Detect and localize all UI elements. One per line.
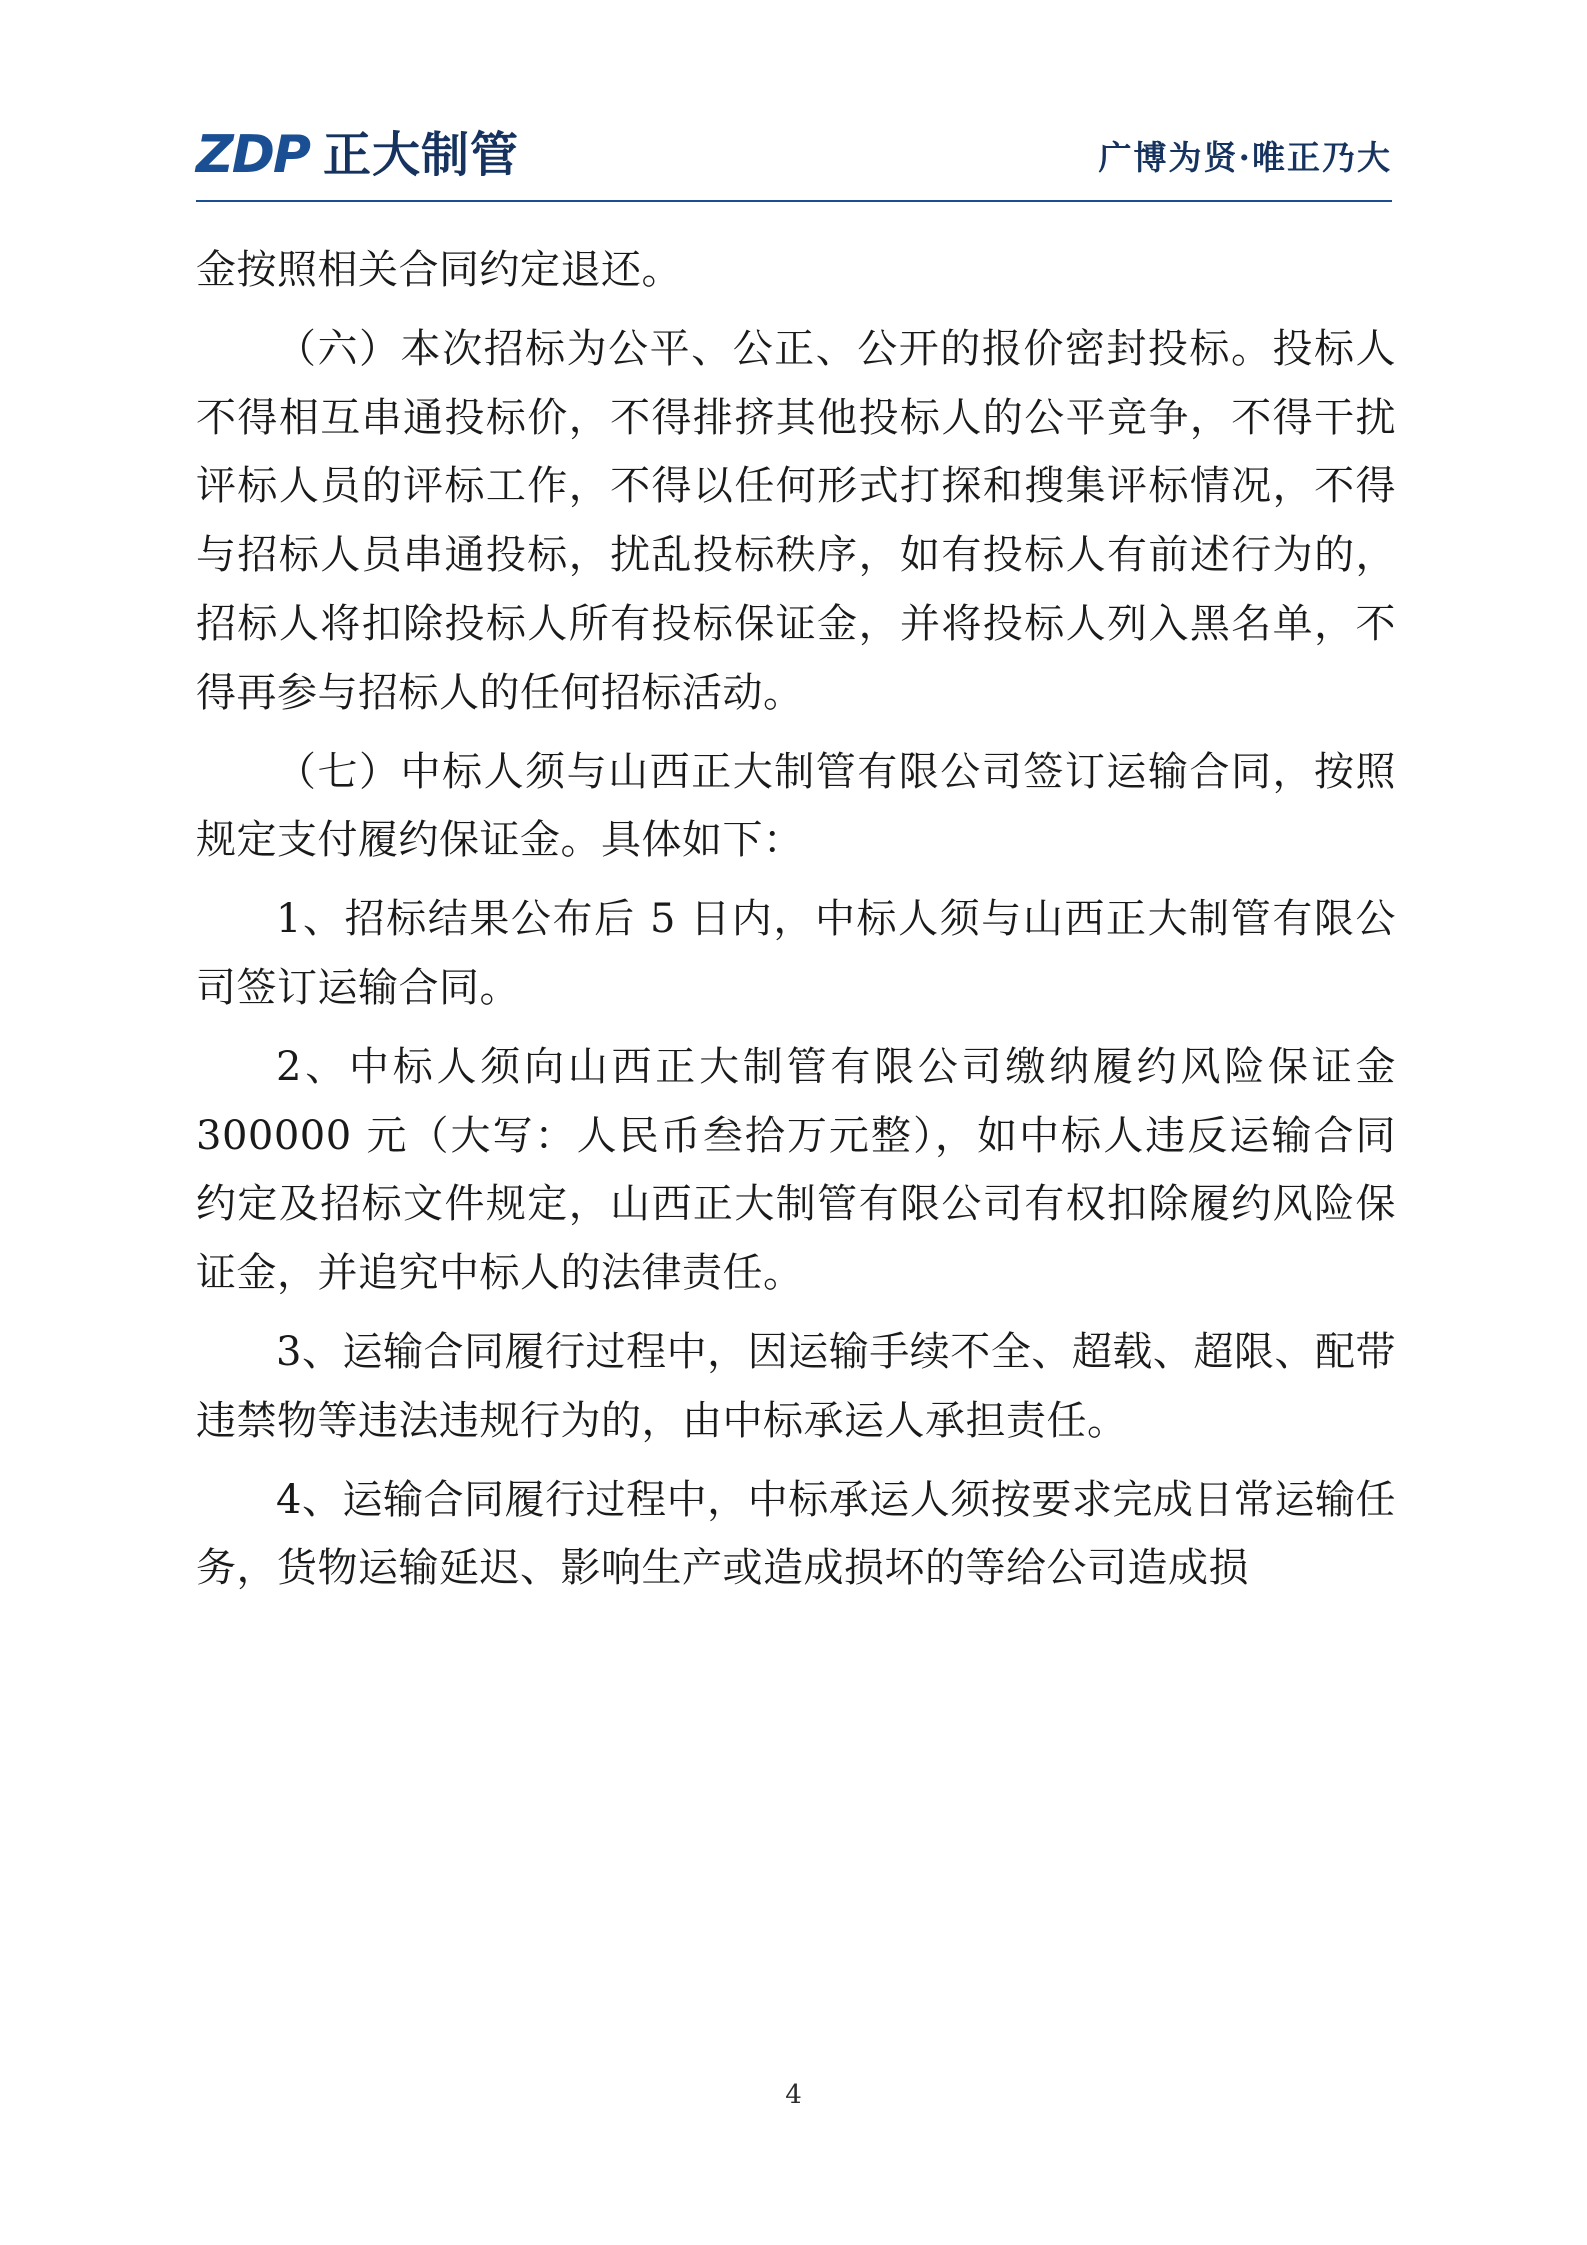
document-body [196, 236, 1396, 1613]
paragraph-item-4: 4、运输合同履行过程中，中标承运人须按要求完成日常运输任务，货物运输延迟、影响生产或造成损坏的等给公司造成损 [196, 1476, 1396, 1592]
company-logo [196, 125, 519, 185]
header-divider [196, 200, 1392, 202]
paragraph-clause-six: （六）本次招标为公平、公正、公开的报价密封投标。投标人不得相互串通投标价，不得排挤其他投标人的公平竞争，不得干扰评标人员的评标工作，不得以任何形式打探和搜集评标情况，不得与招标人员串通投标，扰乱投标秩序，如有投标人有前述行为的，招标人将扣除投标人所有投标保证金，并将投标人列入黑名单，不得再参与招标人的任何招标活动。 [196, 325, 1396, 716]
page-header [196, 110, 1392, 200]
paragraph-clause-seven: （七）中标人须与山西正大制管有限公司签订运输合同，按照规定支付履约保证金。具体如下： [196, 748, 1396, 864]
company-slogan: 广博为贤·唯正乃大 [1098, 137, 1392, 177]
paragraph-item-2: 2、中标人须向山西正大制管有限公司缴纳履约风险保证金 300000 元（大写：人民币叁拾万元整），如中标人违反运输合同约定及招标文件规定，山西正大制管有限公司有权扣除履约风险保证金，并追究中标人的法律责任。 [196, 1043, 1396, 1297]
paragraph-continuation: 金按照相关合同约定退还。 [196, 247, 682, 293]
page-number: 4 [785, 2080, 802, 2110]
logo-mark-icon: ZDP [196, 125, 309, 185]
logo-company-name: 正大制管 [322, 127, 519, 183]
paragraph-item-3: 3、运输合同履行过程中，因运输手续不全、超载、超限、配带违禁物等违法违规行为的，由中标承运人承担责任。 [196, 1328, 1396, 1444]
paragraph-item-1: 1、招标结果公布后 5 日内，中标人须与山西正大制管有限公司签订运输合同。 [196, 896, 1396, 1011]
